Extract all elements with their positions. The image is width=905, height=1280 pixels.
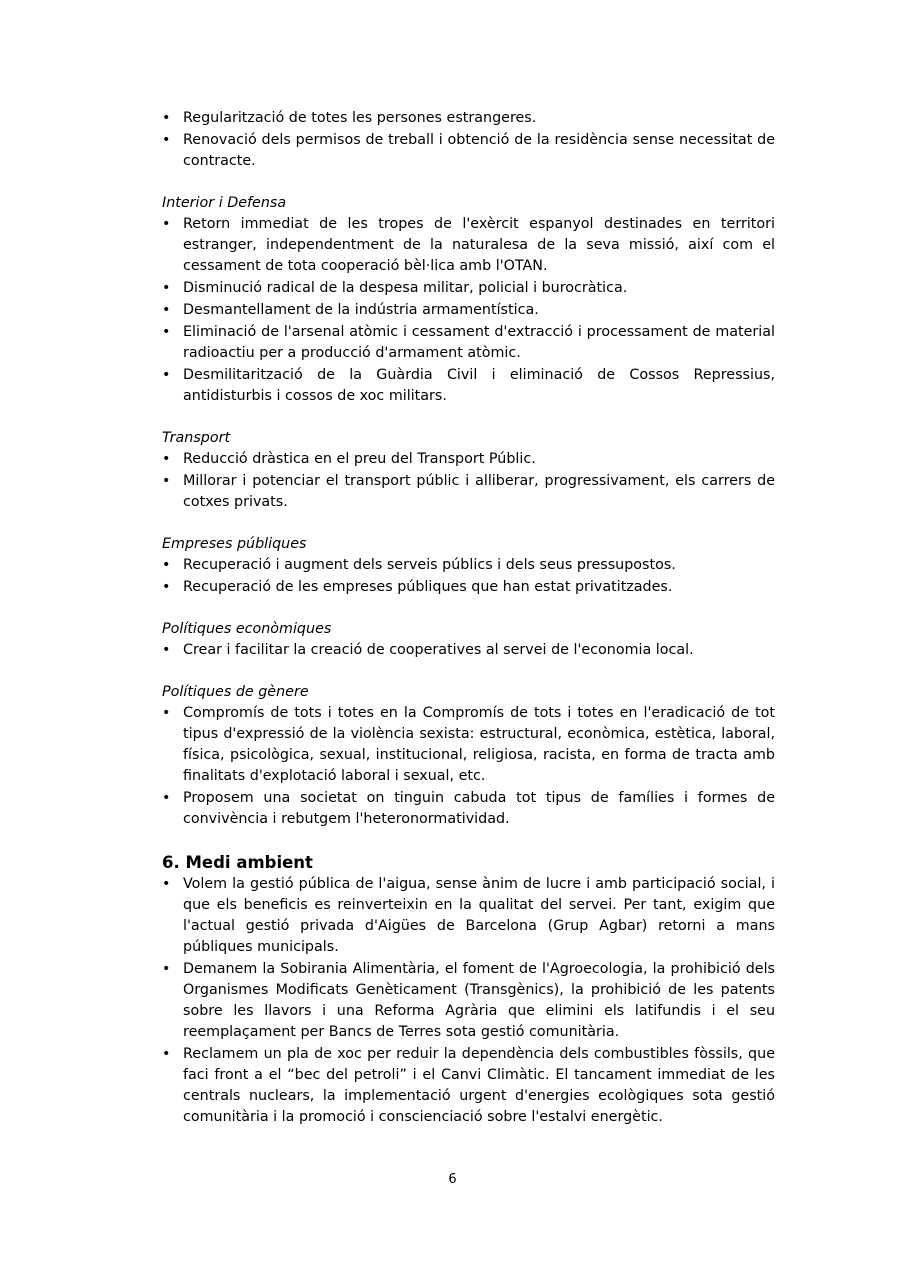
list-item bbox=[162, 108, 775, 129]
list-item bbox=[162, 874, 775, 958]
list-item bbox=[162, 214, 775, 277]
section-list bbox=[162, 555, 775, 598]
chapter-title: Medi ambient bbox=[185, 853, 313, 872]
list-item-text: Desmilitarització de la Guàrdia Civil i eliminació de Cossos Repressius, antidisturbis i cossos de xoc militars. bbox=[183, 367, 775, 404]
section-heading: Polítiques econòmiques bbox=[162, 621, 332, 637]
section-list bbox=[162, 449, 775, 513]
list-item bbox=[162, 577, 775, 598]
bullet-icon: • bbox=[162, 132, 171, 148]
list-item-text: Volem la gestió pública de l'aigua, sense ànim de lucre i amb participació social, i que els beneficis es reinverteixin en la qualitat del servei. Per tant, exigim que l'actual gestió privada d'Aigües de Barcelona (Grup Agbar) retorni a mans públiques municipals. bbox=[183, 876, 775, 955]
list-item bbox=[162, 300, 775, 321]
list-item-text: Compromís de tots i totes en la Compromís de tots i totes en l'eradicació de tot tipus d'expressió de la violència sexista: estructural, econòmica, estètica, laboral, física, psicològica, sexual, institucional, religiosa, racista, en forma de tracta amb finalitats d'explotació laboral i sexual, etc. bbox=[183, 705, 775, 784]
bullet-icon: • bbox=[162, 961, 171, 977]
list-item-text: Retorn immediat de les tropes de l'exèrcit espanyol destinades en territori estranger, independentment de la naturalesa de la seva missió, així com el cessament de tota cooperació bèl·lica amb l'OTAN. bbox=[183, 216, 775, 274]
list-item-text: Renovació dels permisos de treball i obtenció de la residència sense necessitat de contracte. bbox=[183, 132, 775, 169]
list-item-text: Recuperació de les empreses públiques que han estat privatitzades. bbox=[183, 579, 673, 595]
bullet-icon: • bbox=[162, 216, 171, 232]
list-item bbox=[162, 322, 775, 364]
section-list bbox=[162, 640, 775, 661]
list-item-text: Reclamem un pla de xoc per reduir la dependència dels combustibles fòssils, que faci front a el “bec del petroli” i el Canvi Climàtic. El tancament immediat de les centrals nuclears, la implementació urgent d'energies ecològiques sota gestió comunitària i la promoció i conscienciació sobre l'estalvi energètic. bbox=[183, 1046, 775, 1125]
list-item-text: Crear i facilitar la creació de cooperatives al servei de l'economia local. bbox=[183, 642, 694, 658]
list-item-text: Reducció dràstica en el preu del Transport Públic. bbox=[183, 451, 536, 467]
page-number: 6 bbox=[448, 1172, 457, 1187]
list-item bbox=[162, 1044, 775, 1128]
bullet-icon: • bbox=[162, 110, 171, 126]
bullet-icon: • bbox=[162, 1046, 171, 1062]
bullet-icon: • bbox=[162, 473, 171, 489]
list-item-text: Recuperació i augment dels serveis públics i dels seus pressupostos. bbox=[183, 557, 676, 573]
section-heading: Interior i Defensa bbox=[162, 195, 287, 211]
list-item bbox=[162, 365, 775, 407]
list-item bbox=[162, 788, 775, 830]
bullet-icon: • bbox=[162, 579, 171, 595]
list-item-text: Demanem la Sobirania Alimentària, el foment de l'Agroecologia, la prohibició dels Organismes Modificats Genèticament (Transgènics), la prohibició de les patents sobre les llavors i una Reforma Agrària que elimini els latifundis i el seu reemplaçament per Bancs de Terres sota gestió comunitària. bbox=[183, 961, 775, 1040]
list-item-text: Millorar i potenciar el transport públic i alliberar, progressivament, els carrers de cotxes privats. bbox=[183, 473, 775, 510]
document-page bbox=[162, 108, 775, 1129]
list-item bbox=[162, 130, 775, 172]
list-item bbox=[162, 555, 775, 576]
bullet-icon: • bbox=[162, 280, 171, 296]
bullet-icon: • bbox=[162, 451, 171, 467]
bullet-icon: • bbox=[162, 324, 171, 340]
list-item bbox=[162, 959, 775, 1043]
bullet-icon: • bbox=[162, 302, 171, 318]
bullet-icon: • bbox=[162, 642, 171, 658]
list-item bbox=[162, 640, 775, 661]
section-heading: Polítiques de gènere bbox=[162, 684, 309, 700]
section-heading: Transport bbox=[162, 430, 231, 446]
sections bbox=[162, 193, 775, 830]
chapter-number: 6. bbox=[162, 853, 180, 872]
list-item bbox=[162, 471, 775, 513]
chapter-heading bbox=[162, 852, 775, 874]
list-item-text: Regularització de totes les persones estrangeres. bbox=[183, 110, 537, 126]
list-item bbox=[162, 278, 775, 299]
list-item-text: Eliminació de l'arsenal atòmic i cessament d'extracció i processament de material radioactiu per a producció d'armament atòmic. bbox=[183, 324, 775, 361]
bullet-icon: • bbox=[162, 705, 171, 721]
section-list bbox=[162, 214, 775, 407]
section-heading: Empreses públiques bbox=[162, 536, 307, 552]
chapter-list bbox=[162, 874, 775, 1128]
bullet-icon: • bbox=[162, 557, 171, 573]
list-item-text: Desmantellament de la indústria armamentística. bbox=[183, 302, 539, 318]
intro-list bbox=[162, 108, 775, 172]
bullet-icon: • bbox=[162, 876, 171, 892]
list-item-text: Proposem una societat on tinguin cabuda tot tipus de famílies i formes de convivència i rebutgem l'heteronormatividad. bbox=[183, 790, 775, 827]
bullet-icon: • bbox=[162, 790, 171, 806]
list-item bbox=[162, 703, 775, 787]
section-list bbox=[162, 703, 775, 830]
bullet-icon: • bbox=[162, 367, 171, 383]
list-item-text: Disminució radical de la despesa militar, policial i burocràtica. bbox=[183, 280, 628, 296]
list-item bbox=[162, 449, 775, 470]
